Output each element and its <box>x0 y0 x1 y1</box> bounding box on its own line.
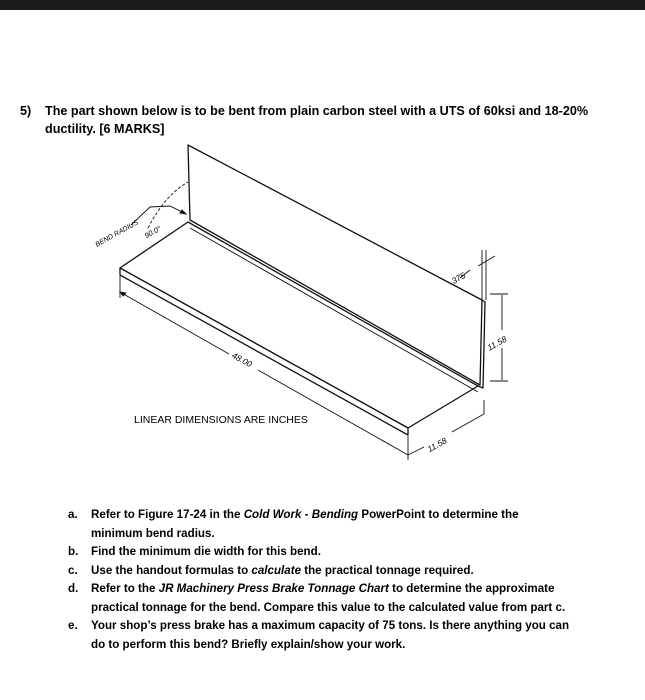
part-a-letter: a. <box>68 508 78 521</box>
part-c-italic: calculate <box>251 563 302 577</box>
base-width-label: 11.58 <box>425 435 449 455</box>
part-b-text: Find the minimum die width for this bend. <box>91 545 321 558</box>
units-note: LINEAR DIMENSIONS ARE INCHES <box>134 414 308 426</box>
part-a-pre: Refer to Figure 17-24 in the <box>91 508 244 521</box>
length-label: 48.00 <box>230 350 254 370</box>
thickness-label: .375 <box>447 270 468 287</box>
part-e-line1: Your shop’s press brake has a maximum capacity of 75 tons. Is there anything you can <box>91 619 570 632</box>
question-line-2: ductility. [6 MARKS] <box>45 122 165 136</box>
part-c-post: the practical tonnage required. <box>301 563 474 577</box>
thickness-dimension-line <box>460 256 495 278</box>
angle-label: 90.0° <box>142 223 163 241</box>
angle-arc <box>148 182 188 228</box>
part-d <box>68 580 628 617</box>
part-d-post: to determine the approximate <box>388 582 555 595</box>
part-a-line2: minimum bend radius. <box>91 526 215 540</box>
part-a-italic: Cold Work - Bending <box>243 508 359 521</box>
part-d-letter: d. <box>68 582 79 595</box>
part-a <box>68 506 628 543</box>
flange-height-label: 11.58 <box>485 333 509 353</box>
part-d-line2: practical tonnage for the bend. Compare this value to the calculated value from part c. <box>91 600 566 614</box>
part-d-italic: JR Machinery Press Brake Tonnage Chart <box>158 582 389 595</box>
part-a-post: PowerPoint to determine the <box>358 508 519 521</box>
bend-radius-label: BEND RADIUS <box>94 219 140 249</box>
sub-questions <box>68 506 628 654</box>
part-e <box>68 617 628 654</box>
part-b-letter: b. <box>68 545 79 558</box>
part-d-pre: Refer to the <box>91 582 159 595</box>
part-e-letter: e. <box>68 619 78 632</box>
part-c <box>68 562 628 581</box>
part-b <box>68 543 628 562</box>
bend-radius-leader <box>131 206 186 225</box>
question-line-1: The part shown below is to be bent from plain carbon steel with a UTS of 60ksi and 18-20% <box>45 104 589 118</box>
part-c-letter: c. <box>68 563 78 577</box>
part-e-line2: do to perform this bend? Briefly explain/show your work. <box>91 637 406 651</box>
question-number: 5) <box>20 104 32 118</box>
part-c-pre: Use the handout formulas to <box>91 563 252 577</box>
